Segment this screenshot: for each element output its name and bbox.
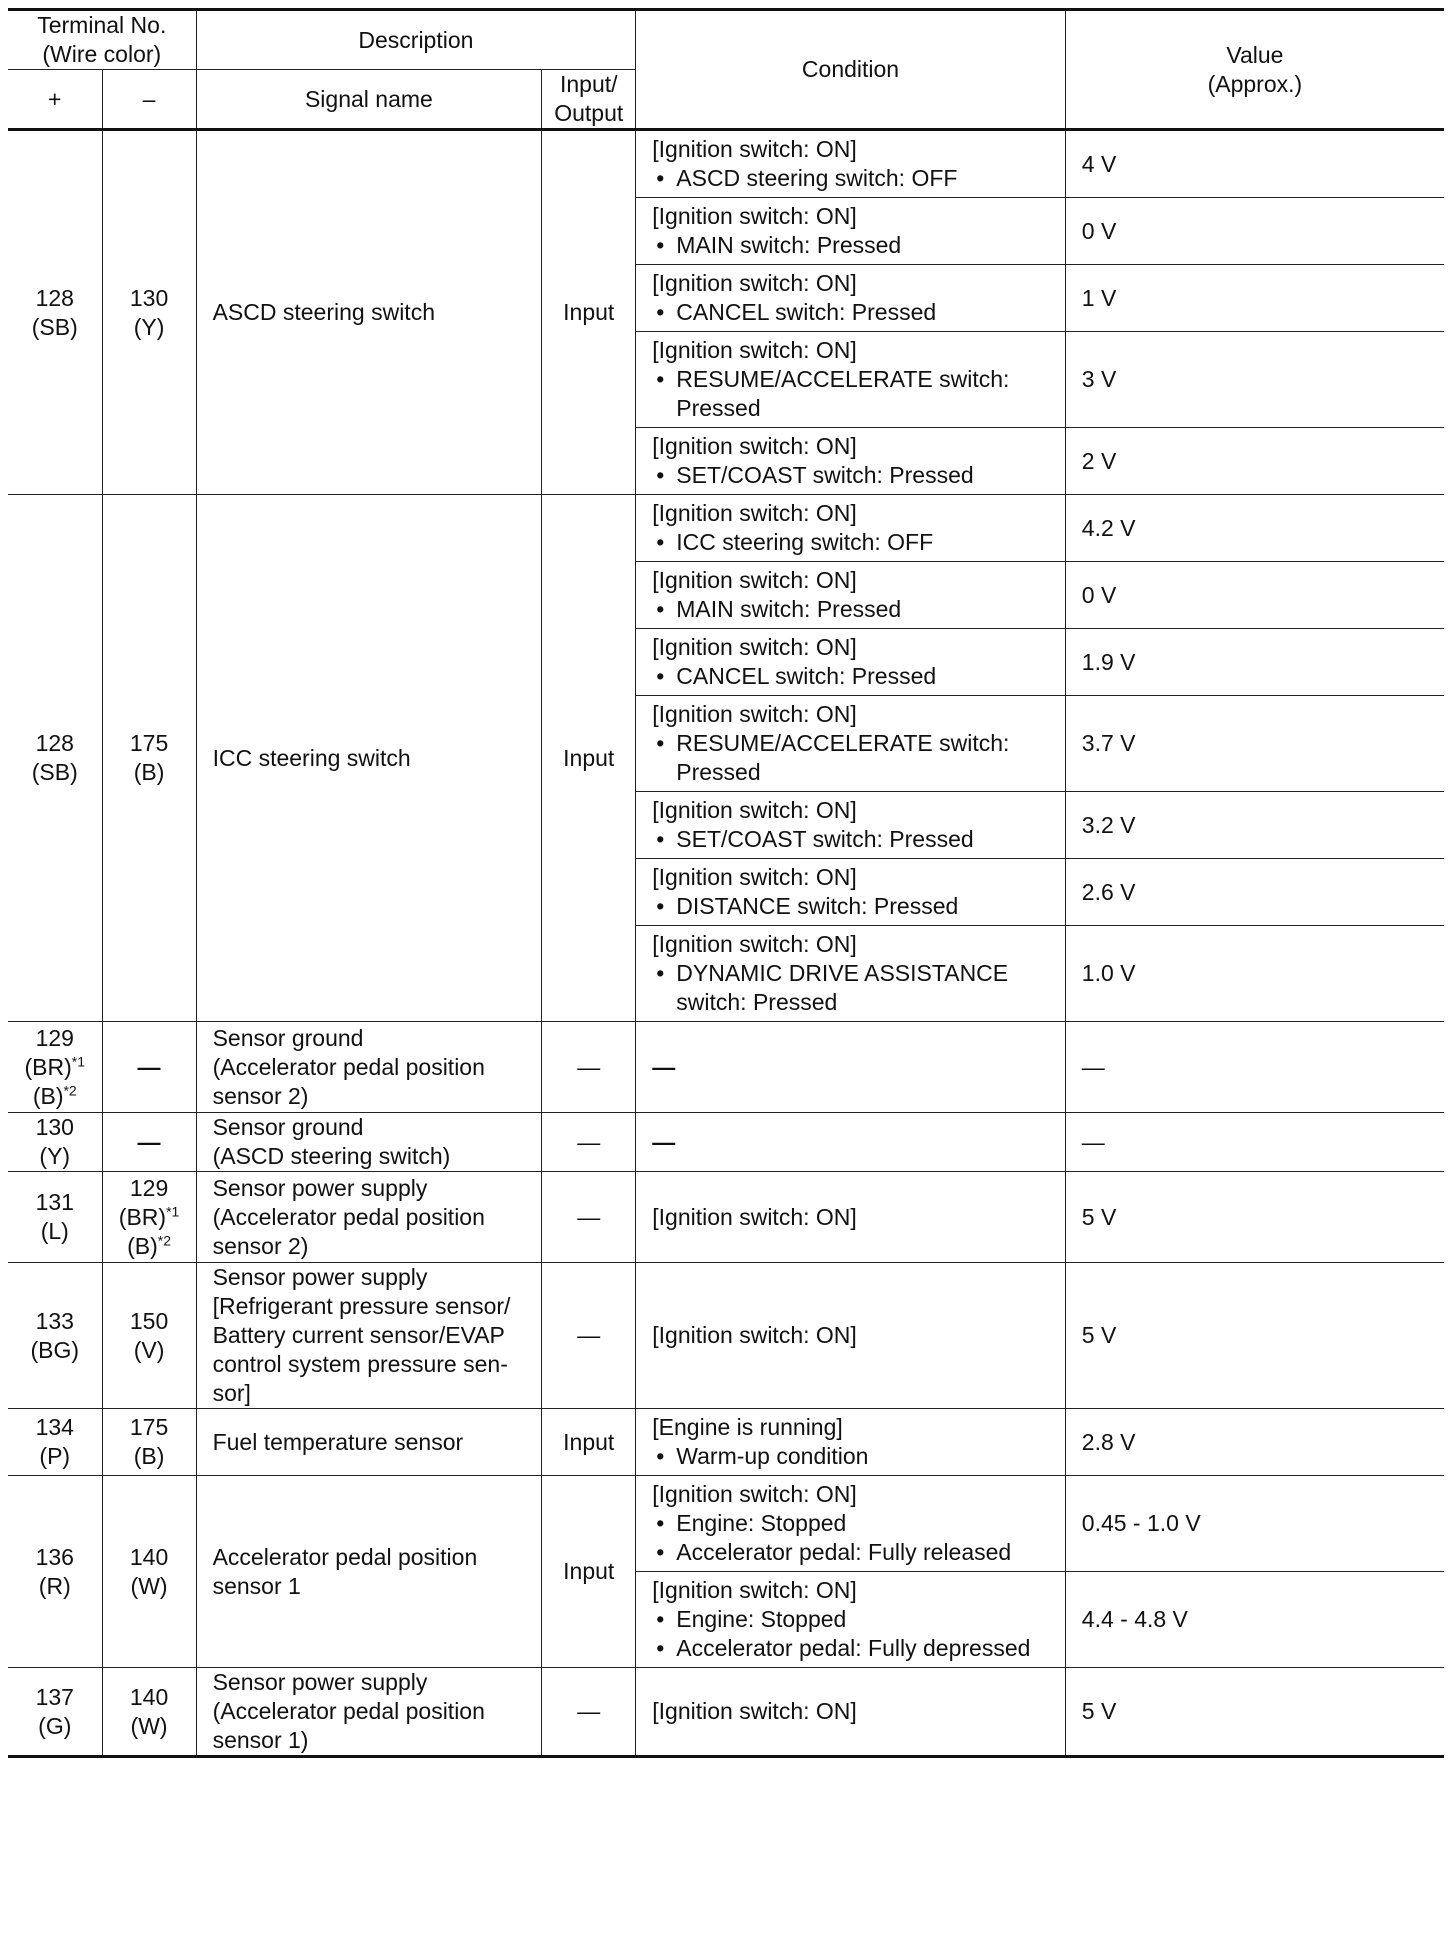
terminal-plus-line: 129 xyxy=(35,1024,74,1051)
condition-line: [Ignition switch: ON] xyxy=(652,797,857,823)
condition-bullet: • SET/COAST switch: Pressed xyxy=(652,825,1055,854)
input-output: — xyxy=(542,1113,636,1172)
terminal-minus-line: 130 xyxy=(129,284,169,311)
condition-line: [Ignition switch: ON] xyxy=(652,136,857,162)
signal-name-line: sor] xyxy=(212,1380,251,1406)
value: 2.8 V xyxy=(1065,1409,1444,1476)
input-output: — xyxy=(542,1172,636,1263)
terminal-plus-line: 128 xyxy=(35,730,74,756)
signal-name-line: control system pressure sen- xyxy=(212,1351,508,1377)
condition xyxy=(636,1476,1066,1572)
terminal-plus xyxy=(8,495,102,1022)
condition xyxy=(636,926,1066,1022)
value: 3 V xyxy=(1065,332,1444,428)
input-output: Input xyxy=(542,1409,636,1476)
terminal-minus-line: 140 xyxy=(129,1543,169,1570)
condition-bullet: • MAIN switch: Pressed xyxy=(652,595,1055,624)
condition-line: [Ignition switch: ON] xyxy=(652,203,857,229)
table-row xyxy=(8,130,1444,198)
terminal-plus-line: 134 xyxy=(35,1414,74,1440)
terminal-minus-line: — xyxy=(137,1128,161,1155)
condition-line: [Ignition switch: ON] xyxy=(652,337,857,363)
value: 3.7 V xyxy=(1065,696,1444,792)
signal-name-line: ICC steering switch xyxy=(212,744,411,771)
terminal-plus-line: 128 xyxy=(35,284,74,311)
signal-name-line: sensor 2) xyxy=(212,1082,309,1109)
condition xyxy=(636,1409,1066,1476)
signal-name-line: Sensor ground xyxy=(212,1114,364,1140)
terminal-minus-line: 129 xyxy=(129,1174,169,1201)
condition xyxy=(636,859,1066,926)
signal-name-line: Fuel temperature sensor xyxy=(212,1428,464,1455)
signal-name-line: sensor 1) xyxy=(212,1727,309,1753)
value: 4.4 - 4.8 V xyxy=(1065,1572,1444,1668)
condition xyxy=(636,1022,1066,1113)
condition-bullet: • CANCEL switch: Pressed xyxy=(652,298,1055,327)
signal-name xyxy=(196,1022,542,1113)
header-io-line2: Output xyxy=(554,100,624,126)
terminal-plus-line: 136 xyxy=(35,1543,74,1570)
condition-line: [Engine is running] xyxy=(652,1414,843,1440)
signal-name xyxy=(196,1263,542,1409)
input-output: — xyxy=(542,1022,636,1113)
terminal-minus-line: (W) xyxy=(130,1572,168,1599)
signal-name-line: Sensor ground xyxy=(212,1024,364,1051)
terminal-minus-line: (B) xyxy=(133,1443,165,1469)
terminal-plus xyxy=(8,1022,102,1113)
terminal-plus xyxy=(8,1668,102,1757)
terminal-minus xyxy=(102,1668,196,1757)
condition-line: [Ignition switch: ON] xyxy=(652,500,857,526)
table-row xyxy=(8,1113,1444,1172)
condition-bullet: • RESUME/ACCELERATE switch: Pressed xyxy=(652,729,1055,787)
condition-line: [Ignition switch: ON] xyxy=(652,864,857,890)
condition xyxy=(636,1572,1066,1668)
terminal-plus-line: 137 xyxy=(35,1683,74,1710)
input-output: — xyxy=(542,1263,636,1409)
condition-bullet: • Accelerator pedal: Fully depressed xyxy=(652,1634,1055,1663)
condition xyxy=(636,1172,1066,1263)
condition-line: [Ignition switch: ON] xyxy=(652,270,857,296)
terminal-plus xyxy=(8,1476,102,1668)
terminal-minus xyxy=(102,1113,196,1172)
signal-name-line: (Accelerator pedal position xyxy=(212,1698,485,1724)
terminal-plus-line: (G) xyxy=(38,1712,72,1739)
terminal-plus-line: 131 xyxy=(35,1189,74,1215)
condition-line: — xyxy=(652,1053,676,1080)
value: 1.9 V xyxy=(1065,629,1444,696)
signal-name-line: [Refrigerant pressure sensor/ xyxy=(212,1293,511,1319)
terminal-minus xyxy=(102,1172,196,1263)
table-row xyxy=(8,495,1444,562)
condition xyxy=(636,332,1066,428)
signal-name-line: Sensor power supply xyxy=(212,1264,428,1290)
table-row xyxy=(8,1476,1444,1572)
terminal-plus xyxy=(8,1172,102,1263)
value: 3.2 V xyxy=(1065,792,1444,859)
condition-bullet: • RESUME/ACCELERATE switch: Pressed xyxy=(652,365,1055,423)
condition-line: [Ignition switch: ON] xyxy=(652,567,857,593)
condition-bullet: • DYNAMIC DRIVE ASSISTANCE switch: Pressed xyxy=(652,959,1055,1017)
terminal-minus-line: (V) xyxy=(133,1336,165,1363)
terminal-plus-line: $(B)^{*2}$ xyxy=(32,1081,77,1109)
condition xyxy=(636,792,1066,859)
signal-name xyxy=(196,1409,542,1476)
signal-name xyxy=(196,1172,542,1263)
condition-bullet: • Engine: Stopped xyxy=(652,1605,1055,1634)
header-wire-color: (Wire color) xyxy=(42,41,162,67)
signal-name xyxy=(196,1476,542,1668)
condition xyxy=(636,1113,1066,1172)
terminal-plus-line: (BR)$^{*1}$ xyxy=(24,1052,86,1080)
header-description: Description xyxy=(196,10,636,70)
signal-name-line: (Accelerator pedal position xyxy=(212,1203,485,1230)
signal-name-line: ASCD steering switch xyxy=(212,299,435,325)
terminal-plus-line: 130 xyxy=(35,1114,74,1140)
input-output: — xyxy=(542,1668,636,1757)
header-value-label: Value xyxy=(1226,41,1284,68)
condition-line: [Ignition switch: ON] xyxy=(652,931,857,957)
input-output: Input xyxy=(542,130,636,495)
header-signal-name: Signal name xyxy=(196,70,542,130)
signal-name-line: Sensor power supply xyxy=(212,1669,428,1695)
signal-name xyxy=(196,130,542,495)
condition-line: [Ignition switch: ON] xyxy=(652,634,857,660)
terminal-plus-line: (SB) xyxy=(31,759,78,785)
value: — xyxy=(1065,1113,1444,1172)
terminal-minus xyxy=(102,1022,196,1113)
value: — xyxy=(1065,1022,1444,1113)
signal-name-line: (ASCD steering switch) xyxy=(212,1143,451,1169)
footnote-mark: *2 xyxy=(157,1231,171,1248)
header-io-line1: Input/ xyxy=(559,71,618,97)
value: 5 V xyxy=(1065,1172,1444,1263)
condition-bullet: • ASCD steering switch: OFF xyxy=(652,164,1055,193)
signal-name-line: Accelerator pedal position xyxy=(212,1543,478,1570)
value: 1.0 V xyxy=(1065,926,1444,1022)
spec-body xyxy=(8,130,1444,1757)
header-value-approx: (Approx.) xyxy=(1207,70,1303,97)
signal-name xyxy=(196,495,542,1022)
condition-bullet: • SET/COAST switch: Pressed xyxy=(652,461,1055,490)
terminal-plus-line: (Y) xyxy=(39,1143,71,1169)
header-terminal-no: Terminal No. xyxy=(37,12,167,38)
terminal-plus-line: (BG) xyxy=(30,1336,80,1363)
value: 0.45 - 1.0 V xyxy=(1065,1476,1444,1572)
condition xyxy=(636,562,1066,629)
footnote-mark: *1 xyxy=(166,1202,180,1219)
terminal-minus-line: (Y) xyxy=(133,313,165,340)
signal-name-line: Battery current sensor/EVAP xyxy=(212,1322,505,1348)
table-row xyxy=(8,1668,1444,1757)
signal-name xyxy=(196,1113,542,1172)
signal-name-line: sensor 1 xyxy=(212,1572,301,1599)
header-condition: Condition xyxy=(636,10,1066,130)
condition-line: [Ignition switch: ON] xyxy=(652,1577,857,1603)
terminal-plus xyxy=(8,1263,102,1409)
condition-bullet: • CANCEL switch: Pressed xyxy=(652,662,1055,691)
terminal-minus-line: 175 xyxy=(129,730,169,756)
header-terminal xyxy=(8,10,196,70)
terminal-plus-line: (SB) xyxy=(31,313,78,340)
value: 5 V xyxy=(1065,1263,1444,1409)
terminal-plus-line: (L) xyxy=(40,1218,69,1244)
condition xyxy=(636,629,1066,696)
terminal-minus-line: 140 xyxy=(129,1683,169,1710)
condition-bullet: • Engine: Stopped xyxy=(652,1509,1055,1538)
condition xyxy=(636,1668,1066,1757)
table-row xyxy=(8,1172,1444,1263)
header-value xyxy=(1065,10,1444,130)
table-row xyxy=(8,1263,1444,1409)
header-plus: + xyxy=(8,70,102,130)
input-output: Input xyxy=(542,1476,636,1668)
terminal-plus-line: (R) xyxy=(38,1572,71,1599)
value: 0 V xyxy=(1065,562,1444,629)
footnote-mark: *1 xyxy=(71,1052,86,1069)
condition-line: [Ignition switch: ON] xyxy=(652,1481,857,1507)
value: 4.2 V xyxy=(1065,495,1444,562)
condition-bullet: • DISTANCE switch: Pressed xyxy=(652,892,1055,921)
condition xyxy=(636,130,1066,198)
condition-line: [Ignition switch: ON] xyxy=(652,1322,857,1348)
value: 2.6 V xyxy=(1065,859,1444,926)
terminal-minus-line: 175 xyxy=(129,1414,169,1440)
terminal-minus-line: (W) xyxy=(130,1712,168,1739)
table-row xyxy=(8,1022,1444,1113)
input-output: Input xyxy=(542,495,636,1022)
value: 0 V xyxy=(1065,198,1444,265)
footnote-mark: *2 xyxy=(63,1081,77,1098)
condition-line: [Ignition switch: ON] xyxy=(652,701,857,727)
signal-name xyxy=(196,1668,542,1757)
header-minus: – xyxy=(102,70,196,130)
signal-name-line: Sensor power supply xyxy=(212,1174,428,1201)
condition xyxy=(636,265,1066,332)
terminal-minus-line: (B) xyxy=(133,759,165,785)
terminal-plus xyxy=(8,1113,102,1172)
terminal-minus-line: — xyxy=(137,1053,161,1080)
condition-line: [Ignition switch: ON] xyxy=(652,433,857,459)
terminal-plus-line: 133 xyxy=(35,1307,74,1334)
terminal-spec-table xyxy=(8,8,1444,1758)
terminal-minus xyxy=(102,1476,196,1668)
terminal-plus-line: (P) xyxy=(39,1443,71,1469)
condition-bullet: • Accelerator pedal: Fully released xyxy=(652,1538,1055,1567)
condition xyxy=(636,428,1066,495)
condition-line: [Ignition switch: ON] xyxy=(652,1698,857,1724)
terminal-minus xyxy=(102,1409,196,1476)
terminal-minus-line: 150 xyxy=(129,1307,169,1334)
value: 1 V xyxy=(1065,265,1444,332)
signal-name-line: sensor 2) xyxy=(212,1232,309,1259)
condition xyxy=(636,495,1066,562)
terminal-minus xyxy=(102,130,196,495)
value: 5 V xyxy=(1065,1668,1444,1757)
terminal-plus xyxy=(8,130,102,495)
value: 4 V xyxy=(1065,130,1444,198)
value: 2 V xyxy=(1065,428,1444,495)
terminal-plus xyxy=(8,1409,102,1476)
condition xyxy=(636,696,1066,792)
signal-name-line: (Accelerator pedal position xyxy=(212,1053,485,1080)
condition xyxy=(636,1263,1066,1409)
condition xyxy=(636,198,1066,265)
header-input-output xyxy=(542,70,636,130)
condition-line: — xyxy=(652,1128,676,1155)
terminal-minus xyxy=(102,1263,196,1409)
terminal-minus-line: (BR)$^{*1}$ xyxy=(118,1202,180,1230)
condition-line: [Ignition switch: ON] xyxy=(652,1203,857,1230)
condition-bullet: • Warm-up condition xyxy=(652,1442,1055,1471)
condition-bullet: • MAIN switch: Pressed xyxy=(652,231,1055,260)
condition-bullet: • ICC steering switch: OFF xyxy=(652,528,1055,557)
terminal-minus-line: $(B)^{*2}$ xyxy=(127,1231,171,1259)
terminal-minus xyxy=(102,495,196,1022)
table-row xyxy=(8,1409,1444,1476)
